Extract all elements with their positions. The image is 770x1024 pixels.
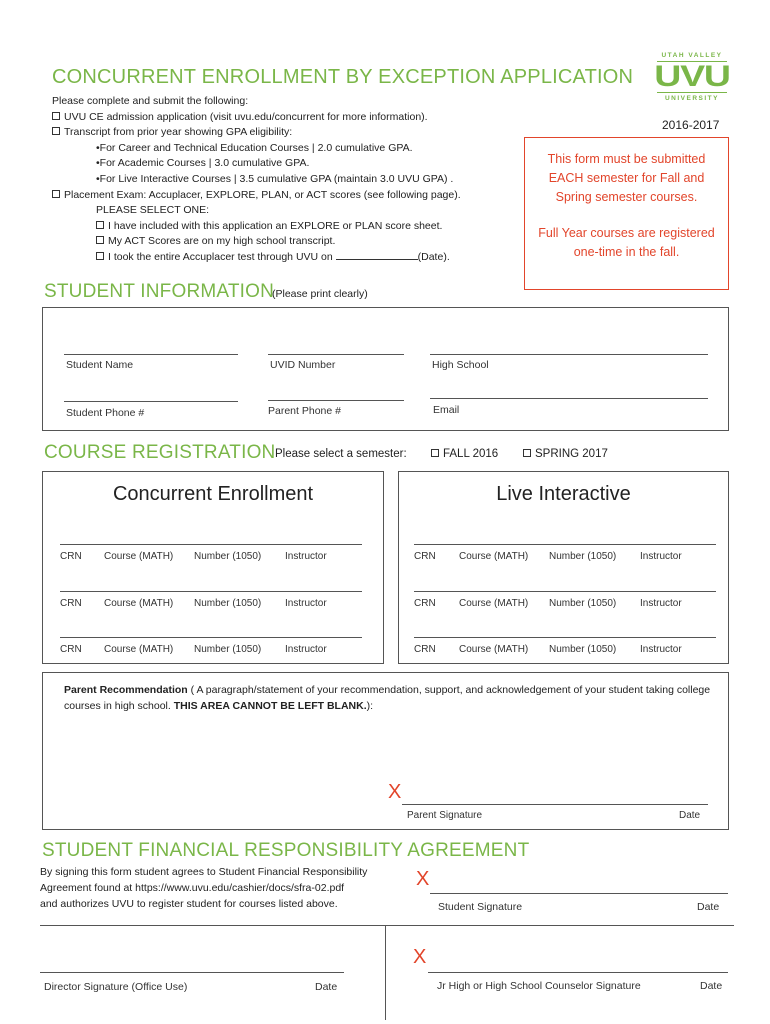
counselor-signature-line[interactable]	[428, 972, 728, 973]
form-title: CONCURRENT ENROLLMENT BY EXCEPTION APPLICATION	[52, 66, 634, 88]
li-row3-number: Number (1050)	[549, 644, 617, 655]
li-row2-line[interactable]	[414, 591, 716, 592]
uvid-label: UVID Number	[270, 359, 336, 371]
li-row3-course: Course (MATH)	[459, 644, 529, 655]
ce-row1-instructor: Instructor	[285, 551, 327, 562]
parent-phone-field[interactable]	[268, 400, 404, 401]
ce-row2-instructor: Instructor	[285, 598, 327, 609]
student-phone-field[interactable]	[64, 401, 238, 402]
financial-line-1: By signing this form student agrees to Student Financial Responsibility	[40, 866, 368, 878]
semester-prompt: Please select a semester:	[275, 448, 407, 460]
student-info-box	[42, 307, 729, 431]
high-school-field[interactable]	[430, 354, 708, 355]
ce-row2-crn: CRN	[60, 598, 82, 609]
placement-checkbox[interactable]	[52, 190, 60, 198]
high-school-label: High School	[432, 359, 489, 371]
course-reg-heading: COURSE REGISTRATION	[44, 442, 276, 463]
logo-bottom-text: UNIVERSITY	[657, 92, 727, 102]
gpa-academic: •For Academic Courses | 3.0 cumulative GPA.	[96, 157, 310, 170]
cannot-be-blank: THIS AREA CANNOT BE LEFT BLANK.	[173, 700, 367, 712]
notice-box	[524, 137, 729, 290]
financial-text	[40, 864, 410, 912]
li-row2-number: Number (1050)	[549, 598, 617, 609]
email-label: Email	[433, 404, 460, 416]
student-signature-line[interactable]	[430, 893, 728, 894]
student-info-heading: STUDENT INFORMATION	[44, 281, 275, 302]
logo-top-text: UTAH VALLEY	[657, 52, 727, 62]
parent-recommendation-lead: Parent Recommendation	[64, 684, 188, 696]
ce-row1-crn: CRN	[60, 551, 82, 562]
li-row1-instructor: Instructor	[640, 551, 682, 562]
notice-semester: This form must be submitted EACH semester for Fall and Spring semester courses.	[547, 152, 706, 204]
ce-row2-number: Number (1050)	[194, 598, 262, 609]
li-row1-line[interactable]	[414, 544, 716, 545]
li-row2-instructor: Instructor	[640, 598, 682, 609]
li-row2-course: Course (MATH)	[459, 598, 529, 609]
ce-row3-crn: CRN	[60, 644, 82, 655]
student-name-field[interactable]	[64, 354, 238, 355]
act-checkbox[interactable]	[96, 236, 104, 244]
notice-full-year: Full Year courses are registered one-time in the fall.	[538, 226, 715, 259]
fall-option: FALL 2016	[431, 448, 498, 460]
counselor-signature-label: Jr High or High School Counselor Signature	[437, 980, 641, 992]
checklist-placement: Placement Exam: Accuplacer, EXPLORE, PLAN, or ACT scores (see following page).	[52, 188, 522, 204]
select-one-label: PLEASE SELECT ONE:	[96, 204, 210, 217]
print-clearly-note: (Please print clearly)	[272, 288, 368, 300]
bottom-divider	[40, 925, 734, 926]
fall-checkbox[interactable]	[431, 449, 439, 457]
instructions-lead: Please complete and submit the following:	[52, 95, 249, 107]
option-act: My ACT Scores are on my high school transcript.	[52, 234, 522, 250]
li-row1-number: Number (1050)	[549, 551, 617, 562]
parent-phone-label: Parent Phone #	[268, 405, 341, 417]
parent-signature-label: Parent Signature	[407, 810, 483, 821]
uvu-logo	[654, 52, 730, 108]
logo-mark: UVU	[654, 60, 730, 93]
ce-row2-course: Course (MATH)	[104, 598, 174, 609]
explore-checkbox[interactable]	[96, 221, 104, 229]
li-row2-crn: CRN	[414, 598, 436, 609]
ce-row3-course: Course (MATH)	[104, 644, 174, 655]
parent-recommendation-text: Parent Recommendation ( A paragraph/statement of your recommendation, support, and acknowledgement of your student taking college courses in high school. THIS AREA CANNOT BE LEFT BLANK.):	[64, 684, 711, 712]
student-date-label: Date	[697, 901, 720, 913]
ce-row1-course: Course (MATH)	[104, 551, 174, 562]
financial-line-2: Agreement found at https://www.uvu.edu/cashier/docs/sfra-02.pdf	[40, 882, 345, 894]
checklist-admission: UVU CE admission application (visit uvu.edu/concurrent for more information).	[52, 110, 522, 126]
admission-checkbox[interactable]	[52, 112, 60, 120]
ce-row1-line[interactable]	[60, 544, 362, 545]
ce-row3-instructor: Instructor	[285, 644, 327, 655]
ce-row3-line[interactable]	[60, 637, 362, 638]
ce-row2-line[interactable]	[60, 591, 362, 592]
transcript-checkbox[interactable]	[52, 127, 60, 135]
bottom-vertical-divider	[385, 925, 386, 1020]
parent-signature-x: X	[388, 781, 402, 803]
financial-line-3: and authorizes UVU to register student for courses listed above.	[40, 898, 338, 910]
li-row1-course: Course (MATH)	[459, 551, 529, 562]
student-name-label: Student Name	[66, 359, 134, 371]
instructions	[52, 94, 522, 266]
counselor-signature-x: X	[413, 946, 427, 968]
accuplacer-checkbox[interactable]	[96, 252, 104, 260]
li-row3-crn: CRN	[414, 644, 436, 655]
option-explore: I have included with this application an EXPLORE or PLAN score sheet.	[52, 219, 522, 235]
gpa-cte: •For Career and Technical Education Courses | 2.0 cumulative GPA.	[96, 141, 413, 154]
li-row3-line[interactable]	[414, 637, 716, 638]
student-signature-x: X	[416, 868, 430, 890]
parent-date-label: Date	[679, 810, 701, 821]
director-date-label: Date	[315, 981, 338, 993]
live-interactive-title: Live Interactive	[496, 483, 631, 505]
concurrent-enrollment-title: Concurrent Enrollment	[112, 483, 314, 505]
director-signature-line[interactable]	[40, 972, 344, 973]
ce-row3-number: Number (1050)	[194, 644, 262, 655]
email-field[interactable]	[430, 398, 708, 399]
student-phone-label: Student Phone #	[66, 407, 145, 419]
gpa-live: •For Live Interactive Courses | 3.5 cumulative GPA (maintain 3.0 UVU GPA) .	[96, 172, 454, 185]
uvid-field[interactable]	[268, 354, 404, 355]
financial-heading: STUDENT FINANCIAL RESPONSIBILITY AGREEMENT	[42, 840, 530, 861]
checklist-transcript: Transcript from prior year showing GPA eligibility:	[52, 125, 522, 141]
option-accuplacer: I took the entire Accuplacer test through UVU on (Date).	[52, 250, 522, 266]
director-signature-label: Director Signature (Office Use)	[44, 981, 188, 993]
school-year: 2016-2017	[662, 118, 720, 132]
counselor-date-label: Date	[700, 980, 723, 992]
ce-row1-number: Number (1050)	[194, 551, 262, 562]
student-signature-label: Student Signature	[438, 901, 523, 913]
spring-checkbox[interactable]	[523, 449, 531, 457]
spring-option: SPRING 2017	[523, 448, 608, 460]
li-row1-crn: CRN	[414, 551, 436, 562]
accuplacer-date-field[interactable]	[336, 250, 418, 260]
li-row3-instructor: Instructor	[640, 644, 682, 655]
parent-signature-line[interactable]	[402, 804, 708, 805]
